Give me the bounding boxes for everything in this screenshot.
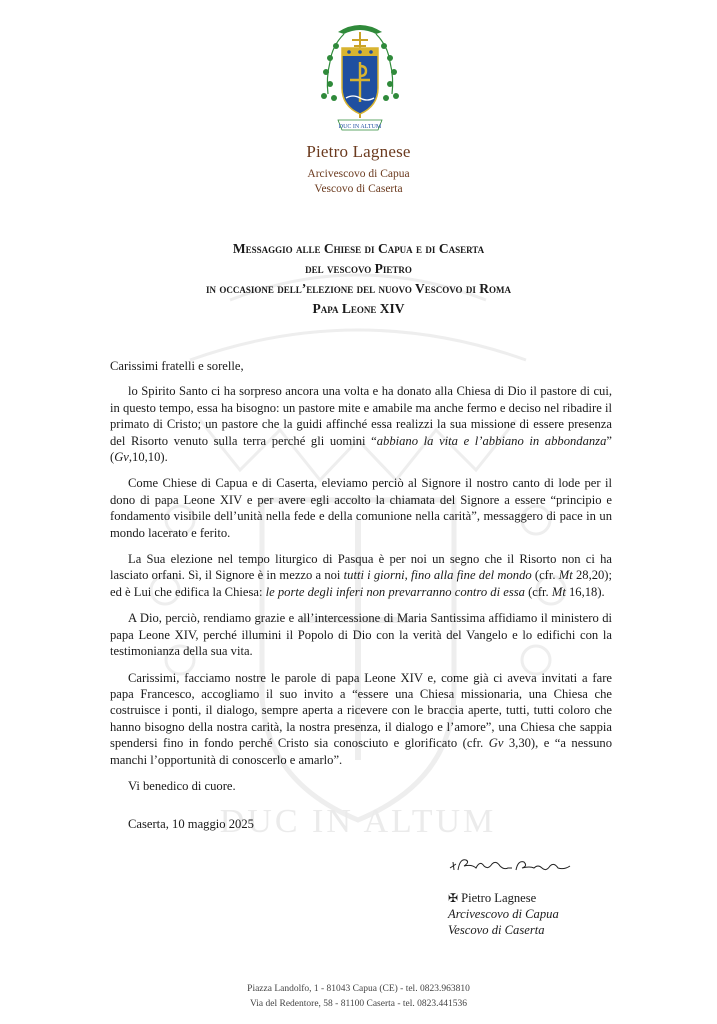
bishop-title-caserta: Vescovo di Caserta bbox=[314, 183, 403, 195]
p3-text-c: 28,20); ed è Lui che edifica la Chiesa: bbox=[110, 568, 612, 599]
p5-ref: Gv bbox=[488, 736, 504, 751]
letter-body bbox=[110, 358, 612, 843]
signatory-role-2: Vescovo di Caserta bbox=[448, 923, 545, 937]
document-heading bbox=[0, 239, 717, 319]
paragraph-3 bbox=[110, 551, 612, 600]
p1-text-c: ,10,10). bbox=[128, 450, 168, 465]
p1-quote: abbiano la vita e l’abbiano in abbondanza bbox=[376, 433, 607, 448]
signatory-role-1: Arcivescovo di Capua bbox=[448, 907, 559, 921]
blessing: Vi benedico di cuore. bbox=[128, 778, 236, 793]
paragraph-2: Come Chiese di Capua e di Caserta, eleviamo perciò al Signore il nostro canto di lode per il dono di papa Leone XIV e per avere egli accolto la chiamata del Signore a essere “principio e fondamento visibile dell’unità nella fede e della comunione nella carità”, messaggero di pace in un mondo lacerato e ferito. bbox=[110, 476, 612, 540]
crest-motto: DUC IN ALTUM bbox=[338, 124, 382, 130]
p1-ref: Gv bbox=[114, 450, 129, 465]
p3-text-d: (cfr. bbox=[524, 584, 552, 599]
place-date: Caserta, 10 maggio 2025 bbox=[128, 817, 254, 832]
heading-line-2: del vescovo Pietro bbox=[305, 261, 412, 276]
footer-address-capua: Piazza Landolfo, 1 - 81043 Capua (CE) - tel. 0823.963810 bbox=[247, 984, 470, 994]
signatory bbox=[448, 890, 618, 906]
salutation: Carissimi fratelli e sorelle, bbox=[110, 359, 244, 373]
episcopal-cross-icon: ✠ bbox=[448, 891, 459, 905]
p5-text-a: Carissimi, facciamo nostre le parole di papa Leone XIV e, come già ci aveva invitati a fare papa Francesco, accogliamo il suo invito a “essere una Chiesa missionaria, una Chiesa che costruisce i ponti, il dialogo, sempre aperta a ricevere con le braccia aperte, tutti, tutti coloro che hanno bisogno della nostra carità, la nostra presenza, il dialogo e l’amore”, una Chiesa che sappia spendersi fino in fondo perché Cristo sia conosciuto e glorificato (cfr. bbox=[110, 670, 612, 751]
paragraph-5 bbox=[110, 670, 612, 768]
p3-text-e: 16,18). bbox=[565, 584, 605, 599]
p3-ref-2: Mt bbox=[551, 584, 566, 599]
watermark-motto: DUC IN ALTUM bbox=[219, 803, 497, 840]
coat-of-arms-icon bbox=[318, 18, 402, 134]
signatory-name: Pietro Lagnese bbox=[461, 891, 537, 905]
signature-block bbox=[448, 860, 618, 938]
p1-text-b: ” ( bbox=[110, 433, 612, 465]
paragraph-4: A Dio, perciò, rendiamo grazie e all’intercessione di Maria Santissima affidiamo il ministero di papa Leone XIV, perché illumini il Popolo di Dio con la verità del Vangelo e lo edifichi con la testimonianza della sua vita. bbox=[110, 611, 612, 659]
p3-text-b: (cfr. bbox=[531, 568, 559, 583]
p1-text-a: lo Spirito Santo ci ha sorpreso ancora una volta e ha donato alla Chiesa di Dio il pastore di cui, in questo tempo, essa ha bisogno: un pastore mite e amabile ma anche fermo e deciso nel ribadire il primato di Cristo; un pastore che la guidi affinché essa realizzi la sua missione di essere presenza del Risorto venuto sulla terra perché gli uomini “ bbox=[110, 384, 612, 448]
p3-ref-1: Mt bbox=[558, 568, 573, 583]
heading-line-3: in occasione dell’elezione del nuovo Vescovo di Roma bbox=[205, 281, 512, 296]
heading-line-4: Papa Leone XIV bbox=[312, 301, 405, 316]
p3-text-a: La Sua elezione nel tempo liturgico di Pasqua è per noi un segno che il Risorto non ci ha lasciato orfani. Sì, il Signore è in mezzo a noi bbox=[110, 552, 612, 583]
heading-line-1: Messaggio alle Chiese di Capua e di Caserta bbox=[232, 241, 485, 256]
p3-quote-1: tutti i giorni, fino alla fine del mondo bbox=[343, 568, 532, 583]
p5-text-b: 3,30), e “a nessuno manchi l’opportunità di conoscerlo e amarlo”. bbox=[110, 736, 612, 767]
footer-address-caserta: Via del Redentore, 58 - 81100 Caserta - tel. 0823.441536 bbox=[250, 999, 467, 1009]
p3-quote-2: le porte degli inferi non prevarranno contro di essa bbox=[265, 584, 525, 599]
bishop-title-capua: Arcivescovo di Capua bbox=[307, 168, 410, 180]
bishop-name: Pietro Lagnese bbox=[306, 142, 411, 161]
paragraph-1 bbox=[110, 383, 612, 465]
